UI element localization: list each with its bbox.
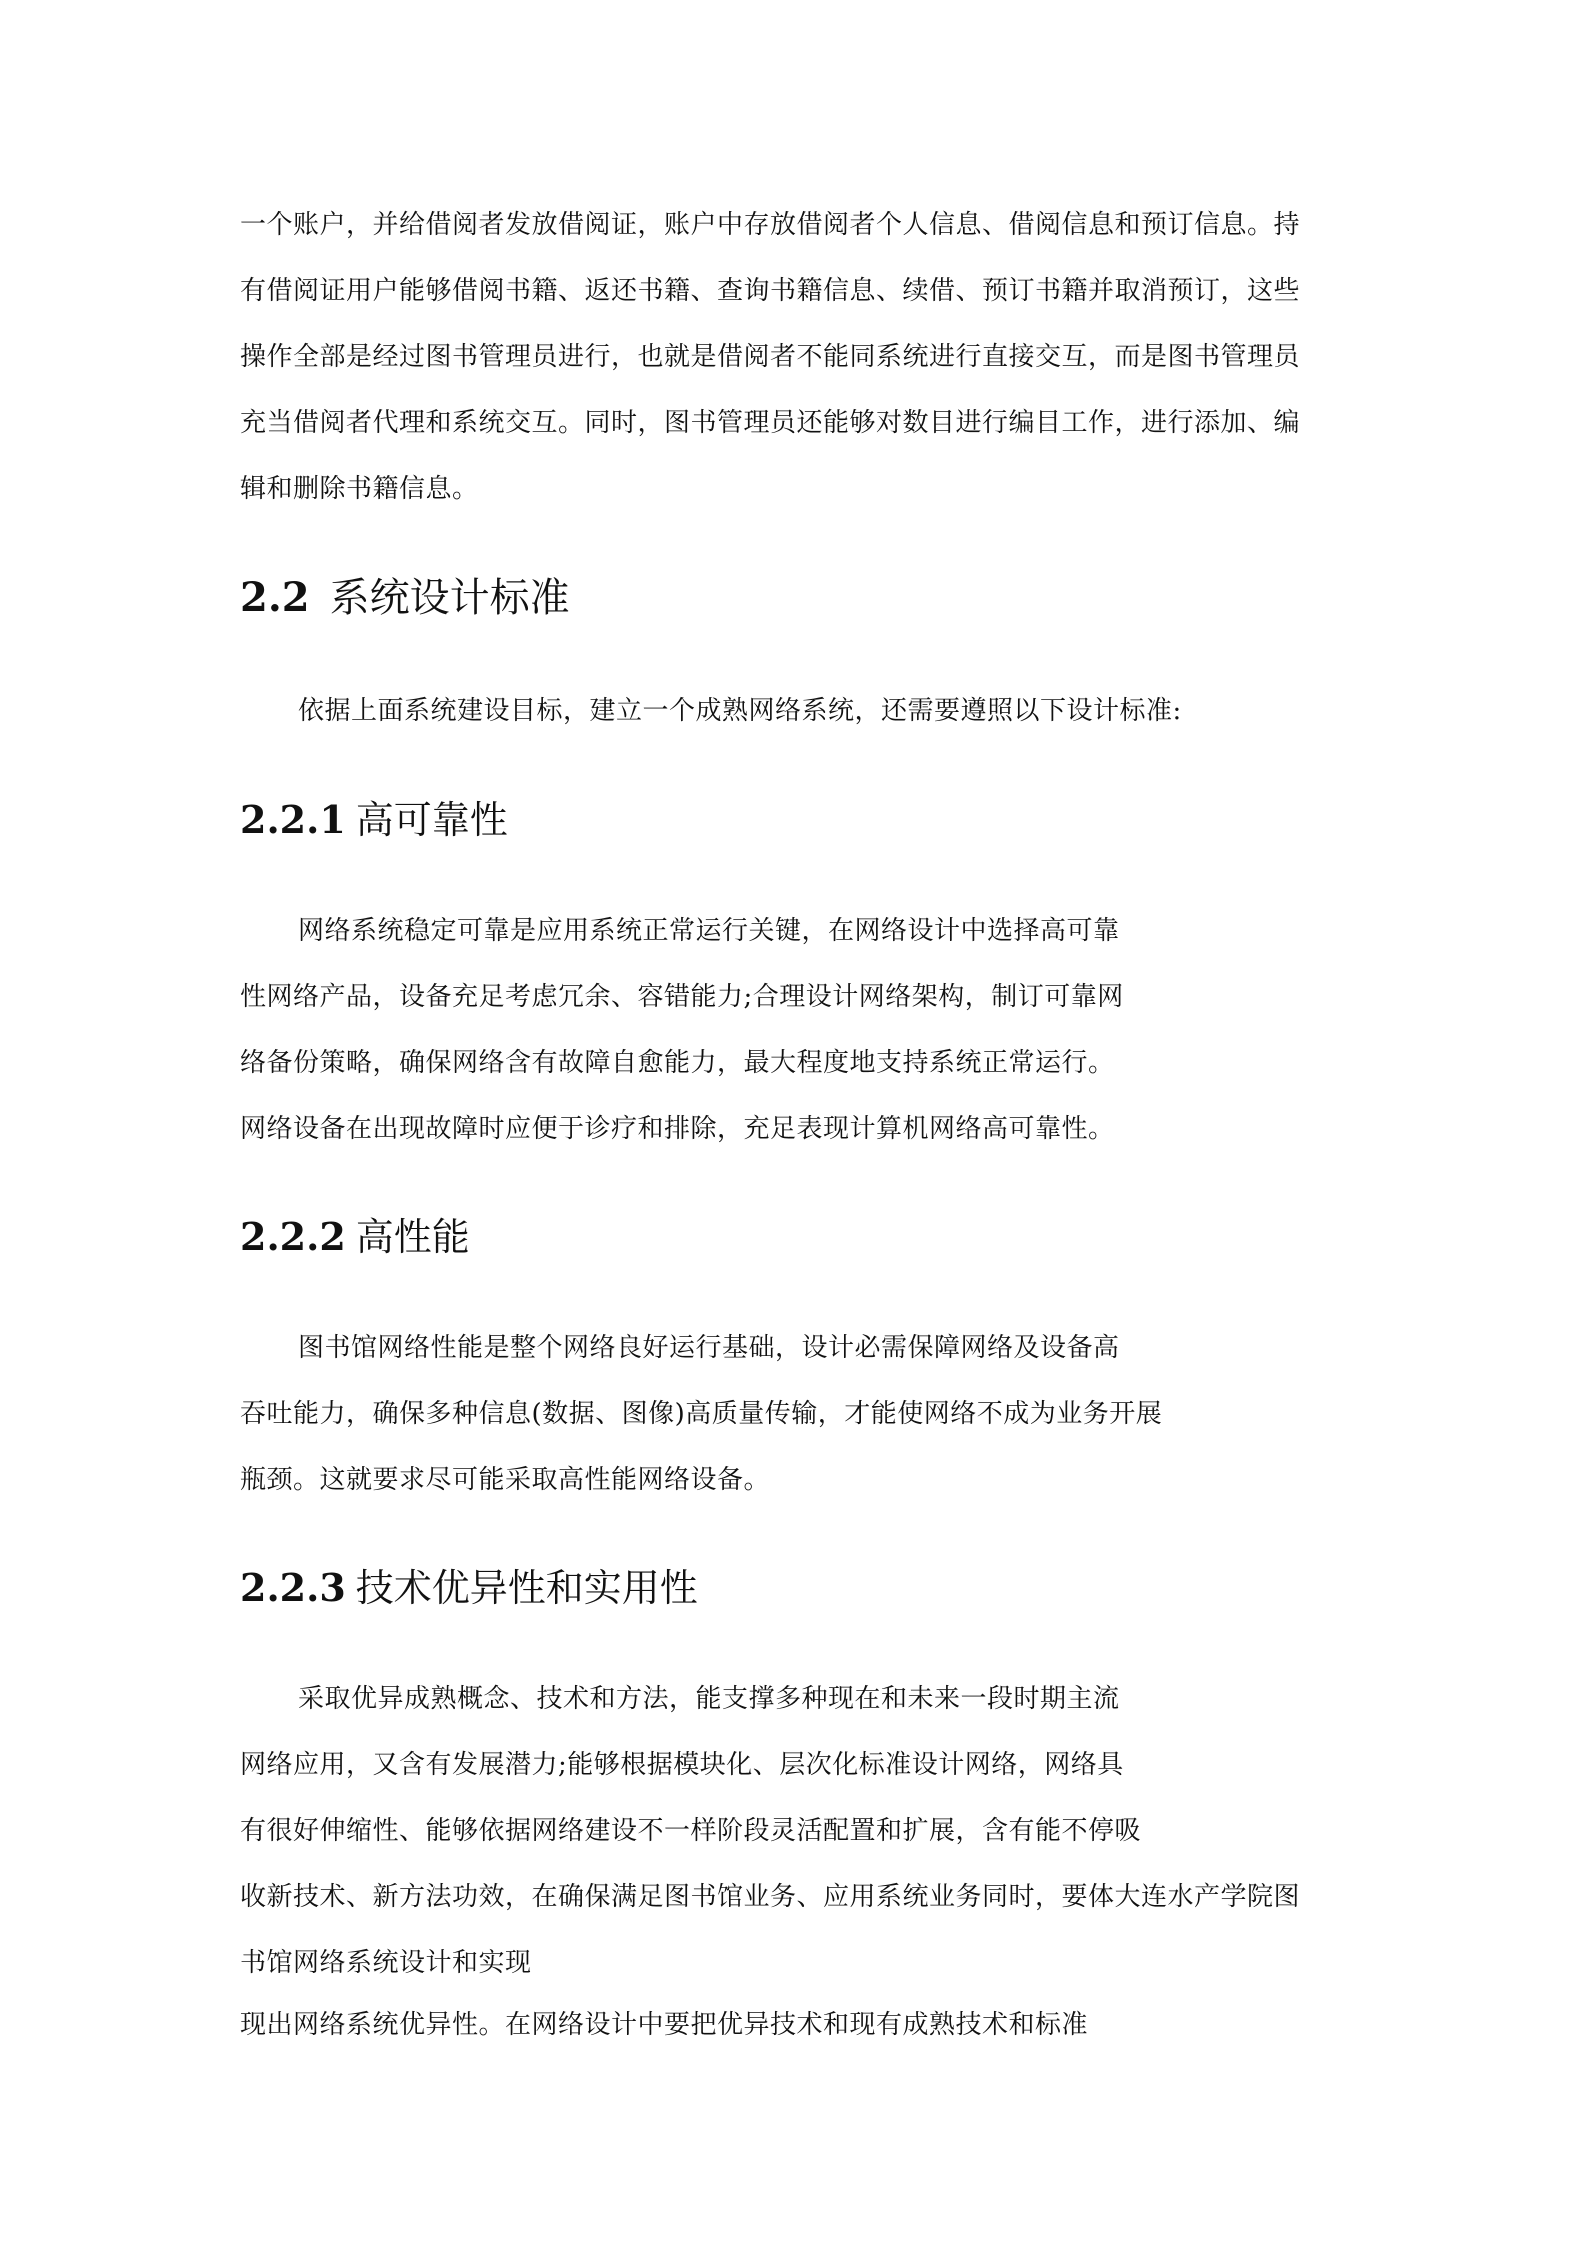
section-2-2-2-number: 2.2.2 (240, 1214, 346, 1259)
section-2-2-3-line-4: 收新技术、新方法功效，在确保满足图书馆业务、应用系统业务同时，要体大连水产学院图 (240, 1882, 1301, 1912)
section-2-2-1-line-4: 网络设备在出现故障时应便于诊疗和排除，充足表现计算机网络高可靠性。 (240, 1114, 1115, 1144)
section-2-2-1-line-2: 性网络产品，设备充足考虑冗余、容错能力;合理设计网络架构，制订可靠网 (240, 982, 1124, 1012)
section-2-2-2-line-3: 瓶颈。这就要求尽可能采取高性能网络设备。 (240, 1465, 771, 1495)
section-2-2-2-line-2: 吞吐能力，确保多种信息(数据、图像)高质量传输，才能使网络不成为业务开展 (240, 1399, 1163, 1429)
section-2-2-paragraph: 依据上面系统建设目标，建立一个成熟网络系统，还需要遵照以下设计标准: (298, 696, 1182, 726)
section-2-2-2-line-1: 图书馆网络性能是整个网络良好运行基础，设计必需保障网络及设备高 (298, 1333, 1120, 1363)
section-2-2-heading (240, 572, 570, 624)
section-2-2-1-line-1: 网络系统稳定可靠是应用系统正常运行关键，在网络设计中选择高可靠 (298, 916, 1120, 946)
section-2-2-2-title: 高性能 (355, 1215, 470, 1259)
section-2-2-3-number: 2.2.3 (240, 1565, 346, 1610)
section-2-2-1-number: 2.2.1 (240, 797, 346, 842)
section-2-2-3-line-6: 现出网络系统优异性。在网络设计中要把优异技术和现有成熟技术和标准 (240, 2010, 1089, 2040)
intro-line-4: 充当借阅者代理和系统交互。同时，图书管理员还能够对数目进行编目工作，进行添加、编 (240, 408, 1301, 438)
section-2-2-2-heading (240, 1212, 470, 1262)
section-2-2-title: 系统设计标准 (329, 575, 570, 621)
section-2-2-1-line-3: 络备份策略，确保网络含有故障自愈能力，最大程度地支持系统正常运行。 (240, 1048, 1115, 1078)
intro-line-1: 一个账户，并给借阅者发放借阅证，账户中存放借阅者个人信息、借阅信息和预订信息。持 (240, 210, 1301, 240)
intro-line-5: 辑和删除书籍信息。 (240, 474, 479, 504)
intro-line-3: 操作全部是经过图书管理员进行，也就是借阅者不能同系统进行直接交互，而是图书管理员 (240, 342, 1301, 372)
section-2-2-number: 2.2 (240, 574, 310, 621)
section-2-2-3-heading (240, 1563, 698, 1613)
section-2-2-3-line-1: 采取优异成熟概念、技术和方法，能支撑多种现在和未来一段时期主流 (298, 1684, 1120, 1714)
section-2-2-3-line-5: 书馆网络系统设计和实现 (240, 1948, 532, 1978)
section-2-2-1-title: 高可靠性 (355, 798, 508, 842)
section-2-2-3-line-2: 网络应用，又含有发展潜力;能够根据模块化、层次化标准设计网络，网络具 (240, 1750, 1124, 1780)
intro-line-2: 有借阅证用户能够借阅书籍、返还书籍、查询书籍信息、续借、预订书籍并取消预订，这些 (240, 276, 1301, 306)
section-2-2-3-title: 技术优异性和实用性 (355, 1566, 698, 1610)
section-2-2-1-heading (240, 795, 508, 845)
section-2-2-3-line-3: 有很好伸缩性、能够依据网络建设不一样阶段灵活配置和扩展，含有能不停吸 (240, 1816, 1142, 1846)
